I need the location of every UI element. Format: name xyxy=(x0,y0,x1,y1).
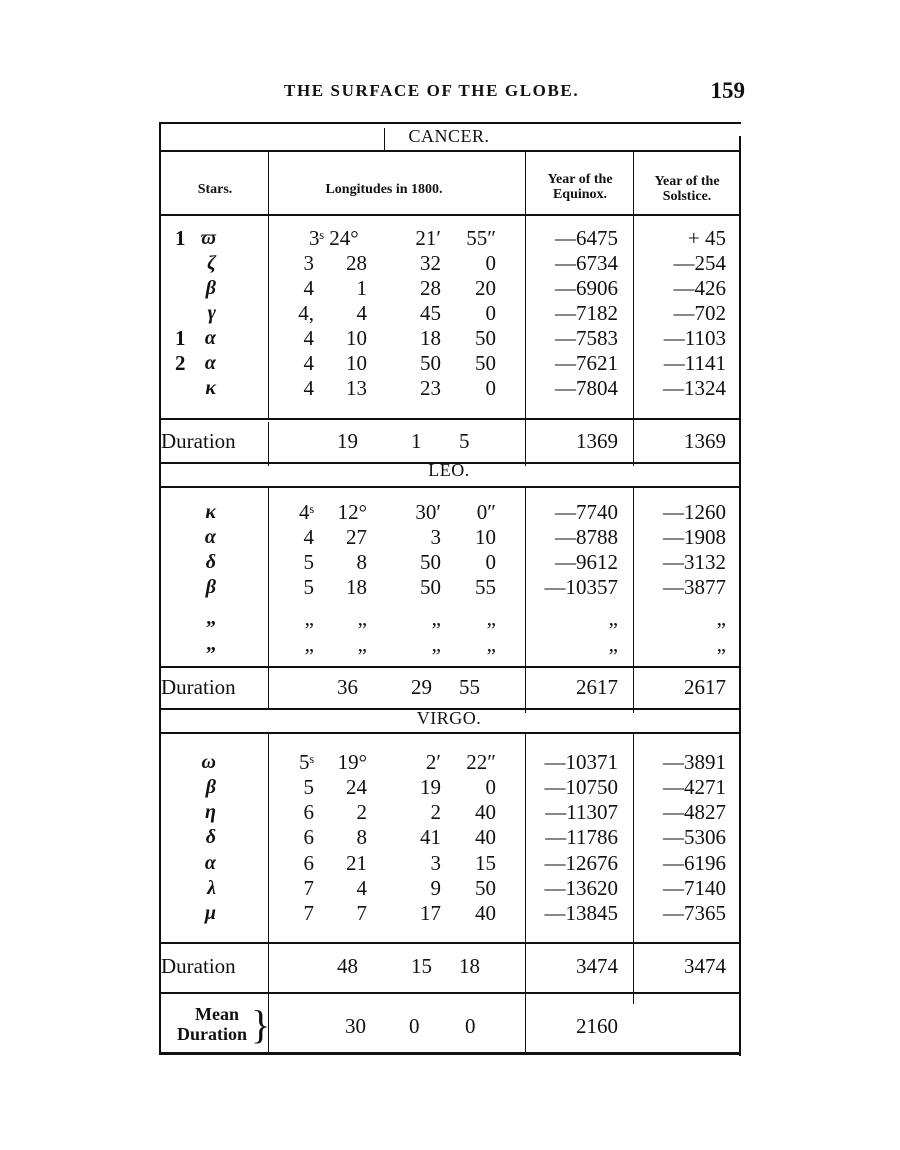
duration-equinox: 3474 xyxy=(576,954,618,978)
degrees: 4 xyxy=(356,876,367,900)
star-row xyxy=(159,750,741,775)
seconds: 55 xyxy=(475,575,496,599)
year-equinox: —7182 xyxy=(555,301,618,325)
star-name: δ xyxy=(205,826,216,848)
header-equinox-line1: Year of the xyxy=(547,172,613,187)
star-name: ω xyxy=(201,751,216,773)
star-name: β xyxy=(205,576,216,598)
minutes: 32 xyxy=(420,251,441,275)
year-equinox: —7740 xyxy=(555,500,618,524)
degrees-sign: 4 xyxy=(303,376,314,400)
star-name: κ xyxy=(205,501,216,523)
degrees: 12° xyxy=(337,500,367,524)
year-solstice: —4271 xyxy=(663,775,726,799)
duration-seconds: 5 xyxy=(459,429,470,453)
duration-minutes: 15 xyxy=(411,954,432,978)
star-row xyxy=(159,500,741,525)
year-solstice: —1103 xyxy=(663,326,726,350)
degrees: 28 xyxy=(346,251,367,275)
degrees-sign: 5 xyxy=(303,575,314,599)
duration-degrees: 19 xyxy=(337,429,358,453)
mean-brace: } xyxy=(251,1002,271,1047)
mean-degrees: 30 xyxy=(345,1014,366,1038)
year-solstice: —3877 xyxy=(663,575,726,599)
year-equinox: —6475 xyxy=(555,226,618,250)
star-row xyxy=(159,550,741,575)
year-solstice: „ xyxy=(716,606,726,630)
year-solstice: —7140 xyxy=(663,876,726,900)
duration-row xyxy=(159,673,741,701)
degrees-sign: 3ˢ 24° xyxy=(309,226,359,250)
year-equinox: „ xyxy=(608,606,618,630)
minutes: 3 xyxy=(430,851,441,875)
degrees: 2 xyxy=(356,800,367,824)
star-name: μ xyxy=(204,902,216,924)
year-solstice: —1141 xyxy=(663,351,726,375)
degrees-sign: 5 xyxy=(303,775,314,799)
degrees-sign: 4 xyxy=(303,525,314,549)
year-equinox: —7583 xyxy=(555,326,618,350)
mean-label-line1: Mean xyxy=(195,1004,239,1024)
seconds: 22″ xyxy=(466,750,496,774)
duration-seconds: 18 xyxy=(459,954,480,978)
degrees: 7 xyxy=(356,901,367,925)
seconds: „ xyxy=(486,606,496,630)
minutes: 19 xyxy=(420,775,441,799)
duration-degrees: 48 xyxy=(337,954,358,978)
year-solstice: —1260 xyxy=(663,500,726,524)
star-name: β xyxy=(205,277,216,299)
year-solstice: —254 xyxy=(673,251,726,275)
star-name: α xyxy=(204,526,216,548)
seconds: 0 xyxy=(485,376,496,400)
star-name: α xyxy=(204,327,216,349)
degrees-sign: 7 xyxy=(303,876,314,900)
star-row xyxy=(159,901,741,926)
year-equinox: —7804 xyxy=(555,376,618,400)
header-longitudes: Longitudes in 1800. xyxy=(325,182,443,197)
star-prefix: 1 xyxy=(175,326,186,350)
star-row xyxy=(159,825,741,850)
seconds: 10 xyxy=(475,525,496,549)
seconds: 40 xyxy=(475,825,496,849)
seconds: 0 xyxy=(485,550,496,574)
degrees-sign: 4ˢ xyxy=(299,500,314,524)
running-title: THE SURFACE OF THE GLOBE. xyxy=(284,81,580,100)
year-solstice: + 45 xyxy=(687,226,726,250)
seconds: 55″ xyxy=(466,226,496,250)
star-name: α xyxy=(204,852,216,874)
duration-row xyxy=(159,427,741,455)
year-equinox: —12676 xyxy=(544,851,618,875)
seconds: 40 xyxy=(475,901,496,925)
star-row xyxy=(159,301,741,326)
mean-equinox: 2160 xyxy=(576,1014,618,1038)
degrees-sign: 4 xyxy=(303,276,314,300)
year-solstice: —426 xyxy=(673,276,726,300)
degrees: 13 xyxy=(346,376,367,400)
star-name: γ xyxy=(207,302,216,324)
degrees: 27 xyxy=(346,525,367,549)
degrees-sign: 5 xyxy=(303,550,314,574)
year-equinox: —13620 xyxy=(544,876,618,900)
star-name: β xyxy=(205,776,216,798)
minutes: 9 xyxy=(430,876,441,900)
year-equinox: —6906 xyxy=(555,276,618,300)
minutes: 50 xyxy=(420,550,441,574)
star-name: δ xyxy=(205,551,216,573)
degrees: 1 xyxy=(356,276,367,300)
section-title-cancer: CANCER. xyxy=(408,126,490,146)
degrees: 21 xyxy=(346,851,367,875)
star-row xyxy=(159,226,741,251)
minutes: 45 xyxy=(420,301,441,325)
degrees-sign: 6 xyxy=(303,800,314,824)
seconds: 0″ xyxy=(476,500,496,524)
page-number: 159 xyxy=(710,78,745,103)
duration-solstice: 2617 xyxy=(684,675,726,699)
star-name: λ xyxy=(207,877,216,899)
year-equinox: —11786 xyxy=(545,825,618,849)
year-equinox: —10357 xyxy=(544,575,618,599)
star-name: ζ xyxy=(207,252,216,274)
star-row xyxy=(159,800,741,825)
duration-label: Duration xyxy=(161,954,236,978)
duration-degrees: 36 xyxy=(337,675,358,699)
star-row xyxy=(159,326,741,351)
duration-solstice: 1369 xyxy=(684,429,726,453)
mean-minutes: 0 xyxy=(409,1014,420,1038)
degrees: „ xyxy=(357,606,367,630)
degrees-sign: 7 xyxy=(303,901,314,925)
year-solstice: —4827 xyxy=(663,800,726,824)
star-prefix: 2 xyxy=(175,351,186,375)
header-solstice-line2: Solstice. xyxy=(662,189,712,204)
seconds: 0 xyxy=(485,775,496,799)
header-stars: Stars. xyxy=(197,182,233,197)
degrees-sign: 5ˢ xyxy=(299,750,314,774)
seconds: „ xyxy=(486,632,496,656)
page-header xyxy=(160,78,745,110)
year-equinox: —10371 xyxy=(544,750,618,774)
year-solstice: —3132 xyxy=(663,550,726,574)
star-row xyxy=(159,632,741,657)
star-row xyxy=(159,251,741,276)
duration-equinox: 2617 xyxy=(576,675,618,699)
minutes: 3 xyxy=(430,525,441,549)
duration-minutes: 1 xyxy=(411,429,422,453)
star-row xyxy=(159,606,741,631)
mean-seconds: 0 xyxy=(465,1014,476,1038)
seconds: 50 xyxy=(475,351,496,375)
degrees-sign: 4 xyxy=(303,351,314,375)
year-solstice: —1324 xyxy=(663,376,726,400)
minutes: 2 xyxy=(430,800,441,824)
degrees-sign: 4, xyxy=(298,301,314,325)
seconds: 40 xyxy=(475,800,496,824)
degrees: 10 xyxy=(346,351,367,375)
year-solstice: —5306 xyxy=(663,825,726,849)
star-row xyxy=(159,351,741,376)
star-row xyxy=(159,276,741,301)
seconds: 50 xyxy=(475,876,496,900)
star-row xyxy=(159,575,741,600)
seconds: 0 xyxy=(485,301,496,325)
degrees: 18 xyxy=(346,575,367,599)
duration-label: Duration xyxy=(161,429,236,453)
duration-minutes: 29 xyxy=(411,675,432,699)
minutes: „ xyxy=(431,606,441,630)
year-equinox: —7621 xyxy=(555,351,618,375)
year-equinox: „ xyxy=(608,632,618,656)
star-row xyxy=(159,876,741,901)
degrees: 24 xyxy=(346,775,367,799)
minutes: 2′ xyxy=(425,750,441,774)
header-solstice-line1: Year of the xyxy=(654,174,720,189)
minutes: „ xyxy=(431,632,441,656)
mean-duration-row xyxy=(159,1012,741,1040)
star-row xyxy=(159,525,741,550)
seconds: 0 xyxy=(485,251,496,275)
degrees: „ xyxy=(357,632,367,656)
minutes: 23 xyxy=(420,376,441,400)
degrees: 4 xyxy=(356,301,367,325)
star-name: „ xyxy=(206,633,216,655)
year-solstice: „ xyxy=(716,632,726,656)
duration-seconds: 55 xyxy=(459,675,480,699)
year-equinox: —9612 xyxy=(555,550,618,574)
seconds: 20 xyxy=(475,276,496,300)
year-solstice: —3891 xyxy=(663,750,726,774)
duration-solstice: 3474 xyxy=(684,954,726,978)
star-name: κ xyxy=(205,377,216,399)
seconds: 50 xyxy=(475,326,496,350)
star-row xyxy=(159,851,741,876)
star-name: α xyxy=(204,352,216,374)
year-solstice: —7365 xyxy=(663,901,726,925)
minutes: 50 xyxy=(420,351,441,375)
year-equinox: —10750 xyxy=(544,775,618,799)
year-equinox: —6734 xyxy=(555,251,618,275)
mean-label-line2: Duration xyxy=(176,1024,247,1044)
year-solstice: —1908 xyxy=(663,525,726,549)
minutes: 41 xyxy=(420,825,441,849)
star-row xyxy=(159,376,741,401)
year-equinox: —13845 xyxy=(544,901,618,925)
minutes: 17 xyxy=(420,901,441,925)
star-row xyxy=(159,775,741,800)
section-title-leo: LEO. xyxy=(428,460,470,480)
minutes: 21′ xyxy=(415,226,441,250)
duration-label: Duration xyxy=(161,675,236,699)
minutes: 50 xyxy=(420,575,441,599)
degrees-sign: 6 xyxy=(303,825,314,849)
year-solstice: —6196 xyxy=(663,851,726,875)
minutes: 28 xyxy=(420,276,441,300)
degrees: 8 xyxy=(356,825,367,849)
duration-equinox: 1369 xyxy=(576,429,618,453)
degrees-sign: „ xyxy=(304,606,314,630)
degrees-sign: 3 xyxy=(303,251,314,275)
star-prefix: 1 xyxy=(175,226,186,250)
duration-row xyxy=(159,952,741,980)
section-title-virgo: VIRGO. xyxy=(416,708,482,728)
degrees: 8 xyxy=(356,550,367,574)
header-equinox-line2: Equinox. xyxy=(552,187,608,202)
year-equinox: —8788 xyxy=(555,525,618,549)
degrees-sign: 6 xyxy=(303,851,314,875)
minutes: 18 xyxy=(420,326,441,350)
minutes: 30′ xyxy=(415,500,441,524)
degrees: 19° xyxy=(337,750,367,774)
star-name: „ xyxy=(206,607,216,629)
degrees-sign: „ xyxy=(304,632,314,656)
degrees-sign: 4 xyxy=(303,326,314,350)
degrees: 10 xyxy=(346,326,367,350)
year-solstice: —702 xyxy=(673,301,726,325)
year-equinox: —11307 xyxy=(545,800,618,824)
star-name: ϖ xyxy=(200,227,216,249)
star-name: η xyxy=(205,801,216,823)
star-table xyxy=(159,122,741,1057)
seconds: 15 xyxy=(475,851,496,875)
